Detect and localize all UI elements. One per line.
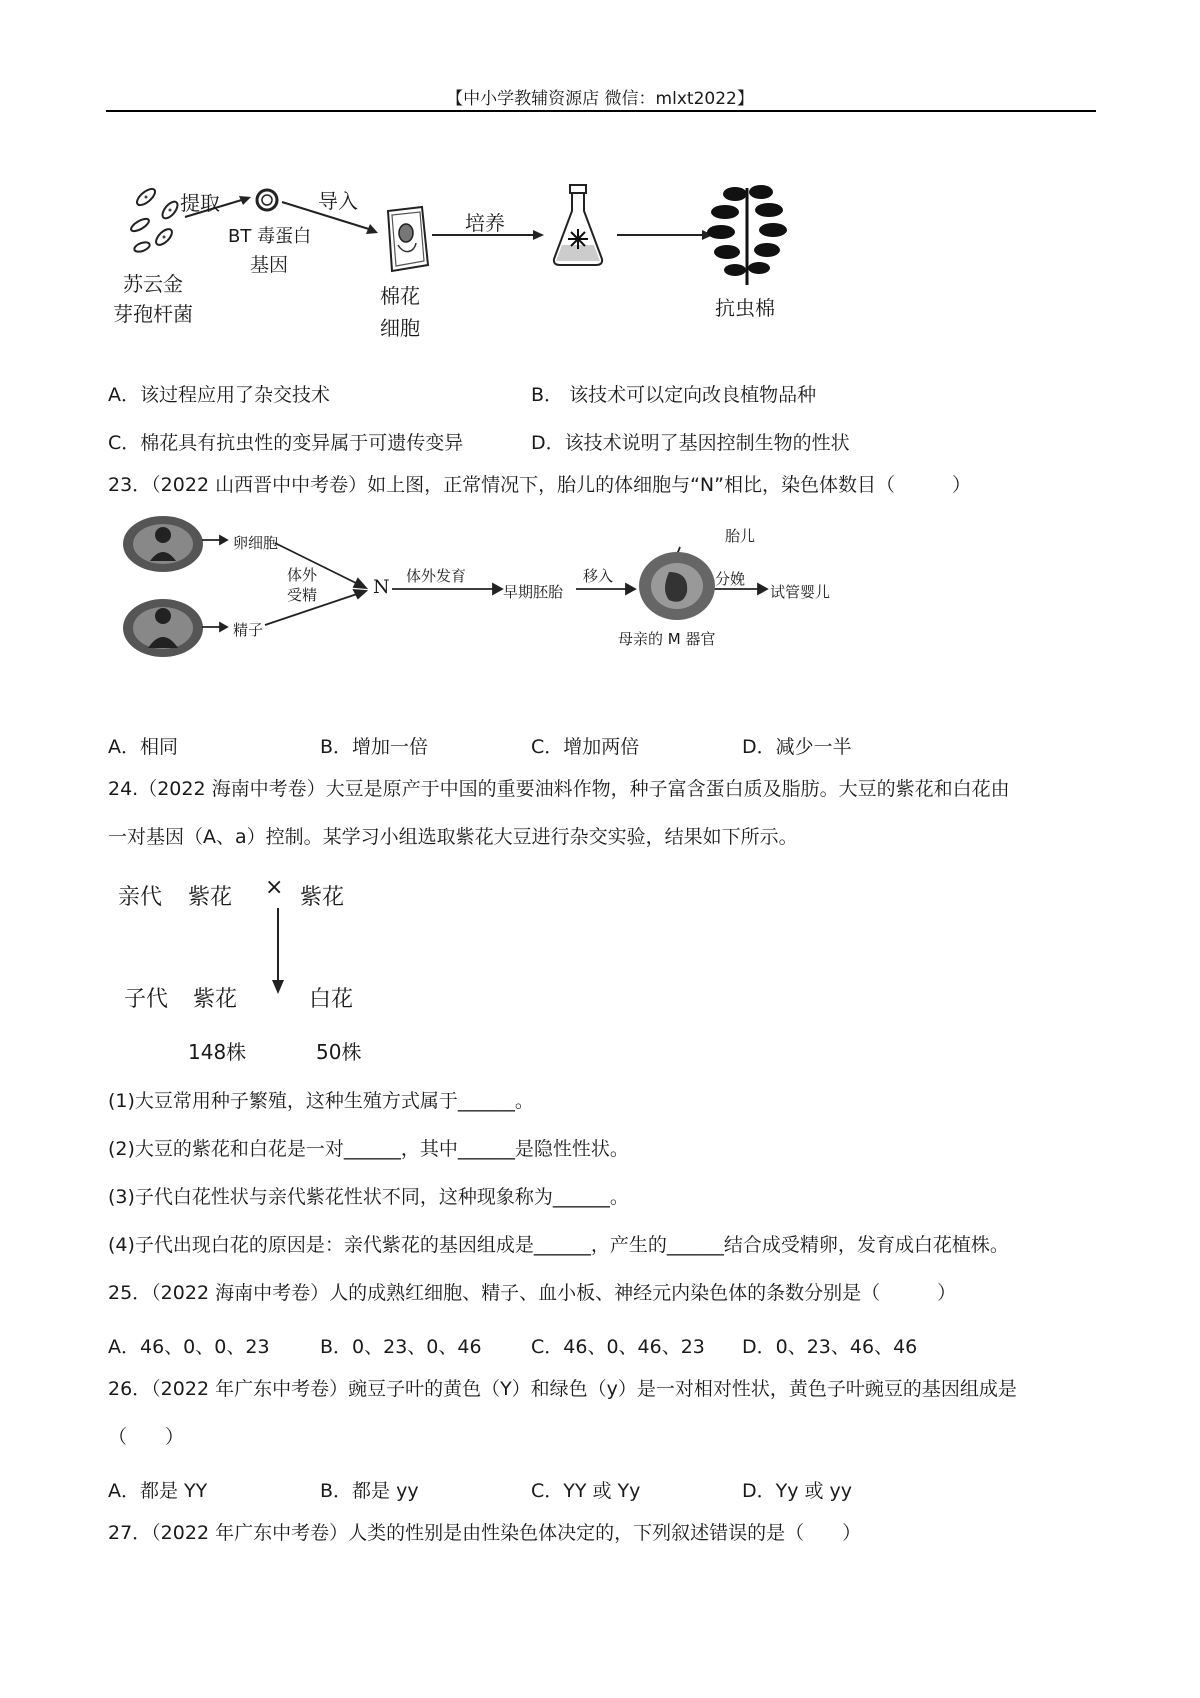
q24-question-line-2: 一对基因（A、a）控制。某学习小组选取紫花大豆进行杂交实验，结果如下所示。 [108,826,798,848]
label-cotton-cell-2: 细胞 [380,316,420,340]
q25-option-a: A．46、0、0、23 [108,1336,270,1358]
label-offspring-2: 白花 [309,987,354,1012]
q23-option-a: A．相同 [108,736,178,758]
q24-sub-4: (4)子代出现白花的原因是：亲代紫花的基因组成是______，产生的______结合成受精卵，发育成白花植株。 [108,1234,1009,1256]
q24-question-line-1: 24.（2022 海南中考卷）大豆是原产于中国的重要油料作物，种子富含蛋白质及脂肪。大豆的紫花和白花由 [108,778,1010,800]
q26-question-line-1: 26．（2022 年广东中考卷）豌豆子叶的黄色（Y）和绿色（y）是一对相对性状，黄色子叶豌豆的基因组成是 [108,1378,1017,1400]
q23-option-c: C．增加两倍 [531,736,640,758]
q23-question: 23．（2022 山西晋中中考卷）如上图，正常情况下，胎儿的体细胞与“N”相比，染色体数目（ ） [108,474,971,496]
label-transfer: 移入 [583,567,614,585]
label-count-white: 50株 [316,1040,362,1064]
q24-sub-2: (2)大豆的紫花和白花是一对______，其中______是隐性性状。 [108,1138,629,1160]
q26-option-d: D．Yy 或 yy [742,1480,853,1502]
arrow-offspring [271,908,285,996]
label-early-embryo: 早期胚胎 [503,583,564,601]
q26-option-a: A．都是 YY [108,1480,208,1502]
label-extract: 提取 [180,191,220,215]
q26-option-c: C．YY 或 Yy [531,1480,641,1502]
q25-option-b: B．0、23、0、46 [320,1336,482,1358]
label-bt-gene-1: BT 毒蛋白 [228,226,312,247]
arrow-grow [617,228,717,242]
father-photo [122,598,204,658]
q22-option-d: D．该技术说明了基因控制生物的性状 [531,432,850,454]
culture-flask-icon [548,183,608,268]
label-fert-2: 受精 [287,586,318,604]
label-pest-resistant-cotton: 抗虫棉 [715,296,775,320]
label-bacteria-1: 苏云金 [123,272,183,296]
label-count-purple: 148株 [188,1040,247,1064]
q25-option-d: D．0、23、46、46 [742,1336,918,1358]
bacteria-illustration [128,185,188,255]
label-n: N [373,576,390,598]
label-cotton-cell-1: 棉花 [380,284,420,308]
label-delivery: 分娩 [715,570,746,588]
label-mother-organ: 母亲的 M 器官 [618,630,716,648]
cotton-plant-illustration [705,180,790,290]
label-offspring-1: 紫花 [193,987,238,1012]
q24-sub-3: (3)子代白花性状与亲代紫花性状不同，这种现象称为______。 [108,1186,629,1208]
label-parent-1: 紫花 [188,885,233,910]
q27-question: 27．（2022 年广东中考卷）人类的性别是由性染色体决定的，下列叙述错误的是（ ） [108,1522,862,1544]
label-bacteria-2: 芽孢杆菌 [113,302,193,326]
label-import: 导入 [318,189,358,213]
q22-option-c: C．棉花具有抗虫性的变异属于可遗传变异 [108,432,464,454]
label-sperm: 精子 [233,621,264,639]
label-fert-1: 体外 [287,566,318,584]
label-in-vitro-development: 体外发育 [406,567,467,585]
gene-plasmid-icon [254,188,284,214]
label-fetus: 胎儿 [725,527,756,545]
header-rule [106,110,1096,112]
label-egg: 卵细胞 [233,534,279,552]
uterus-fetus-illustration [637,550,717,622]
q22-option-b: B． 该技术可以定向改良植物品种 [531,384,817,406]
q26-option-b: B．都是 yy [320,1480,419,1502]
cotton-cell-illustration [380,205,432,275]
q23-option-d: D．减少一半 [742,736,852,758]
q24-sub-1: (1)大豆常用种子繁殖，这种生殖方式属于______。 [108,1090,534,1112]
label-parent-generation: 亲代 [118,885,163,910]
q26-question-line-2: （ ） [108,1426,185,1448]
q25-question: 25．（2022 海南中考卷）人的成熟红细胞、精子、血小板、神经元内染色体的条数分别是（ ） [108,1282,957,1304]
label-parent-2: 紫花 [300,885,345,910]
label-bt-gene-2: 基因 [250,254,289,276]
q23-option-b: B．增加一倍 [320,736,429,758]
page-header: 【中小学教辅资源店 微信：mlxt2022】 [446,89,754,109]
cross-sign: × [265,875,284,900]
label-offspring-generation: 子代 [124,987,169,1012]
q25-option-c: C．46、0、46、23 [531,1336,705,1358]
mother-photo [122,515,204,573]
q22-option-a: A．该过程应用了杂交技术 [108,384,330,406]
label-culture: 培养 [465,211,505,235]
label-test-tube-baby: 试管婴儿 [770,583,831,601]
